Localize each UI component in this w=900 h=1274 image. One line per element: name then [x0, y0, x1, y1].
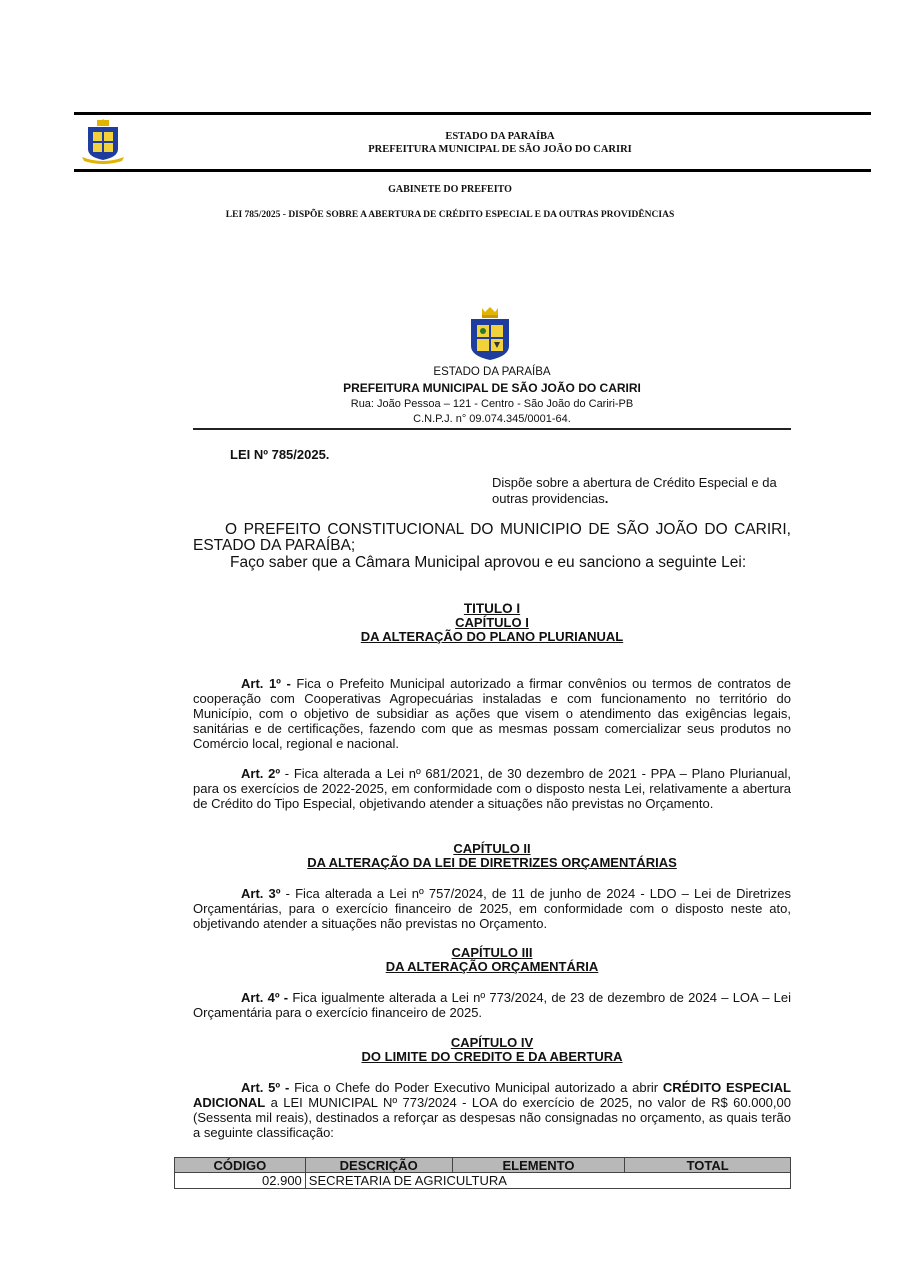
- table-row: [175, 1173, 791, 1189]
- cell-description: SECRETARIA DE AGRICULTURA: [305, 1173, 790, 1189]
- heading-capitulo-1-title: DA ALTERAÇÃO DO PLANO PLURIANUAL: [360, 629, 624, 644]
- article-2-label: Art. 2º: [241, 766, 281, 781]
- heading-titulo-1: TITULO I: [463, 601, 521, 616]
- letterhead-state: ESTADO DA PARAÍBA: [433, 366, 551, 378]
- col-header-elemento: ELEMENTO: [452, 1158, 625, 1173]
- article-5-text-b: a LEI MUNICIPAL Nº 773/2024 - LOA do exercício de 2025, no valor de R$ 60.000,00 (Sessenta mil reais), destinados a reforçar as despesas não consignadas no orçamento, as quais terão a seguinte classificação:: [193, 1095, 791, 1140]
- article-3: [193, 886, 791, 931]
- col-header-descricao: DESCRIÇÃO: [305, 1158, 452, 1173]
- table-header-row: [175, 1158, 791, 1173]
- cell-code: 02.900: [175, 1173, 306, 1189]
- heading-capitulo-4: CAPÍTULO IV: [450, 1035, 534, 1050]
- article-1-label: Art. 1º -: [241, 676, 291, 691]
- col-header-total: TOTAL: [625, 1158, 791, 1173]
- gazette-header-text: [130, 130, 870, 156]
- heading-capitulo-3-title: DA ALTERAÇÃO ORÇAMENTÁRIA: [385, 959, 599, 974]
- office-title: GABINETE DO PREFEITO: [388, 184, 512, 195]
- municipal-crest-icon: [78, 119, 128, 165]
- law-summary-text: Dispõe sobre a abertura de Crédito Especial e da outras providencias: [492, 475, 777, 506]
- article-4-label: Art. 4º -: [241, 990, 289, 1005]
- header-bottom-rule: [74, 169, 871, 172]
- article-4: [193, 990, 791, 1020]
- law-summary-end: .: [604, 491, 609, 506]
- law-number: LEI Nº 785/2025.: [230, 447, 330, 462]
- article-3-label: Art. 3º: [241, 886, 281, 901]
- letterhead-cnpj: C.N.P.J. n° 09.074.345/0001-64.: [413, 413, 571, 425]
- letterhead-address: Rua: João Pessoa – 121 - Centro - São João do Cariri-PB: [350, 398, 634, 410]
- law-title: LEI 785/2025 - DISPÕE SOBRE A ABERTURA DE CRÉDITO ESPECIAL E DA OUTRAS PROVIDÊNCIAS: [225, 210, 675, 220]
- law-summary: [492, 475, 792, 507]
- preamble-enactment: Faço saber que a Câmara Municipal aprovou e eu sanciono a seguinte Lei:: [230, 554, 747, 571]
- article-3-text: - Fica alterada a Lei nº 757/2024, de 11 de junho de 2024 - LDO – Lei de Diretrizes Orçamentárias, para o exercício financeiro de 2025, em conformidade com o disposto neste ato, objetivando atender a situações não previstas no Orçamento.: [193, 886, 791, 931]
- heading-capitulo-1: CAPÍTULO I: [455, 615, 529, 630]
- heading-capitulo-4-title: DO LIMITE DO CREDITO E DA ABERTURA: [361, 1049, 623, 1064]
- preamble-mayor: O PREFEITO CONSTITUCIONAL DO MUNICIPIO DE SÃO JOÃO DO CARIRI, ESTADO DA PARAÍBA;: [193, 521, 791, 554]
- gazette-municipality: PREFEITURA MUNICIPAL DE SÃO JOÃO DO CARIRI: [368, 144, 632, 155]
- document-crest-icon: [466, 306, 514, 362]
- heading-capitulo-3: CAPÍTULO III: [451, 945, 533, 960]
- heading-capitulo-2: CAPÍTULO II: [453, 841, 531, 856]
- article-1: [193, 676, 791, 751]
- article-5-text-a: Fica o Chefe do Poder Executivo Municipal autorizado a abrir: [289, 1080, 663, 1095]
- col-header-codigo: CÓDIGO: [175, 1158, 306, 1173]
- article-4-text: Fica igualmente alterada a Lei nº 773/2024, de 23 de dezembro de 2024 – LOA – Lei Orçamentária para o exercício financeiro de 2025.: [193, 990, 791, 1020]
- header-top-rule: [74, 112, 871, 115]
- heading-capitulo-2-title: DA ALTERAÇÃO DA LEI DE DIRETRIZES ORÇAMENTÁRIAS: [307, 855, 677, 870]
- article-5: [193, 1080, 791, 1140]
- article-2-text: - Fica alterada a Lei nº 681/2021, de 30 dezembro de 2021 - PPA – Plano Plurianual, para os exercícios de 2022-2025, em conformidade com o disposto nesta Lei, relativamente a abertura de Crédito do Tipo Especial, objetivando atender a situações não previstas no Orçamento.: [193, 766, 791, 811]
- article-5-bold: CRÉDITO ESPECIAL ADICIONAL: [193, 1080, 791, 1110]
- classification-table: [174, 1157, 791, 1189]
- letterhead-municipality: PREFEITURA MUNICIPAL DE SÃO JOÃO DO CARIRI: [343, 381, 641, 395]
- gazette-state: ESTADO DA PARAÍBA: [445, 131, 555, 142]
- article-2: [193, 766, 791, 811]
- article-5-label: Art. 5º -: [241, 1080, 290, 1095]
- letterhead-rule: [193, 428, 791, 430]
- article-1-text: Fica o Prefeito Municipal autorizado a firmar convênios ou termos de contratos de cooperação com Cooperativas Agropecuárias instaladas e com funcionamento no território do Município, com o objetivo de subsidiar as ações que visem o atendimento das exigências legais, sanitárias e de certificações, fazendo com que as mesmas possam comercializar seus produtos no Comércio local, regional e nacional.: [193, 676, 791, 751]
